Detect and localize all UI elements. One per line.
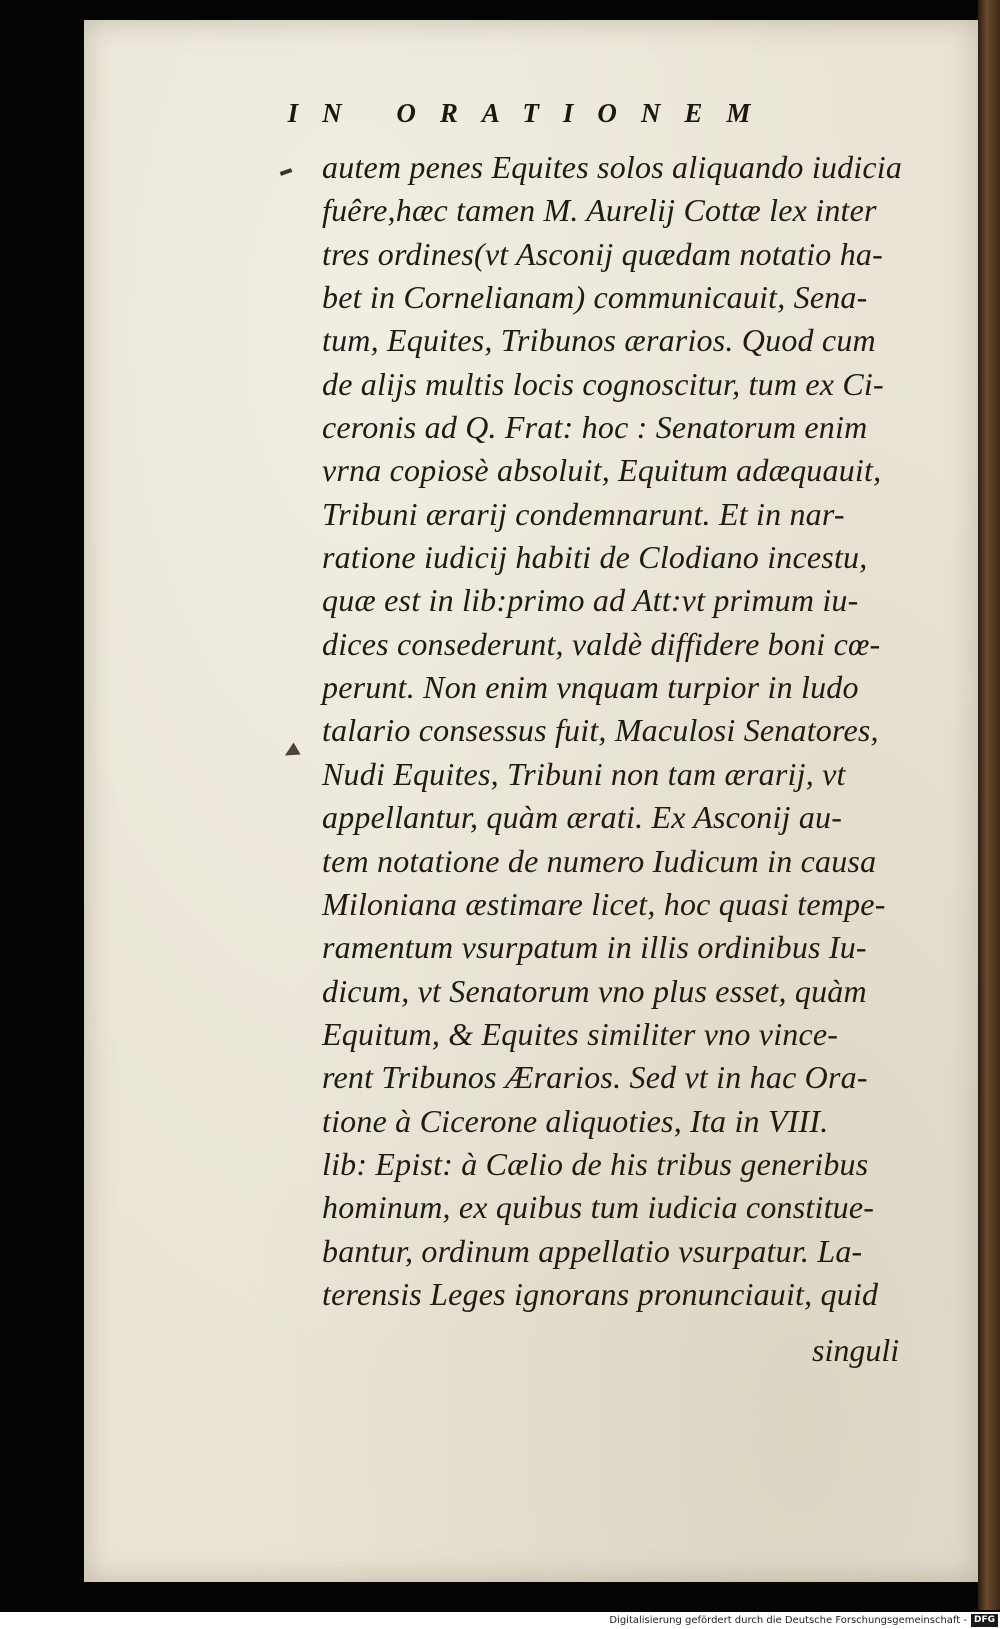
text-line: tione à Cicerone aliquoties, Ita in VIII. bbox=[322, 1102, 829, 1139]
text-line: hominum, ex quibus tum iudicia constitue- bbox=[322, 1189, 875, 1226]
margin-mark bbox=[280, 168, 293, 176]
catchword: singuli bbox=[812, 1332, 900, 1368]
text-line: appellantur, quàm ærati. Ex Asconij au- bbox=[322, 799, 843, 836]
book-edge bbox=[978, 0, 1000, 1610]
margin-mark bbox=[281, 742, 300, 761]
text-line: Equitum, & Equites similiter vno vince- bbox=[322, 1015, 839, 1052]
funding-footer bbox=[0, 1612, 1000, 1629]
text-line: perunt. Non enim vnquam turpior in ludo bbox=[322, 669, 859, 706]
text-line: tem notatione de numero Iudicum in causa bbox=[322, 842, 877, 879]
text-line: terensis Leges ignorans pronunciauit, quid bbox=[322, 1275, 879, 1312]
text-line: tres ordines(vt Asconij quædam notatio ha- bbox=[322, 235, 883, 272]
text-line: ceronis ad Q. Frat: hoc : Senatorum enim bbox=[322, 409, 868, 446]
text-line: Miloniana æstimare licet, hoc quasi tempe- bbox=[322, 885, 886, 922]
text-line: lib: Epist: à Cælio de his tribus generibus bbox=[322, 1145, 869, 1182]
text-line: rent Tribunos Ærarios. Sed vt in hac Ora- bbox=[322, 1059, 868, 1096]
text-line: autem penes Equites solos aliquando iudicia bbox=[322, 149, 903, 185]
text-line: dices consederunt, valdè diffidere boni cœ- bbox=[322, 625, 881, 662]
text-line: fuêre,hæc tamen M. Aurelij Cottæ lex inter bbox=[322, 192, 877, 229]
text-line: quæ est in lib:primo ad Att:vt primum iu- bbox=[322, 582, 859, 619]
running-head: IN ORATIONEM bbox=[287, 98, 775, 128]
text-line: bet in Cornelianam) communicauit, Sena- bbox=[322, 279, 868, 316]
dfg-logo-icon: DFG bbox=[971, 1614, 998, 1627]
funding-notice: Digitalisierung gefördert durch die Deutsche Forschungsgemeinschaft - bbox=[609, 1615, 967, 1626]
text-line: dicum, vt Senatorum vno plus esset, quàm bbox=[322, 972, 867, 1009]
book-page bbox=[84, 20, 978, 1582]
text-line: ratione iudicij habiti de Clodiano incestu, bbox=[322, 539, 868, 576]
text-line: Nudi Equites, Tribuni non tam ærarij, vt bbox=[322, 755, 846, 792]
text-line: vrna copiosè absoluit, Equitum adæquauit, bbox=[322, 452, 882, 489]
text-line: tum, Equites, Tribunos ærarios. Quod cum bbox=[322, 322, 876, 359]
text-line: Tribuni ærarij condemnarunt. Et in nar- bbox=[322, 495, 845, 532]
text-line: ramentum vsurpatum in illis ordinibus Iu- bbox=[322, 929, 867, 966]
text-line: talario consessus fuit, Maculosi Senatores, bbox=[322, 712, 879, 749]
text-line: de alijs multis locis cognoscitur, tum ex Ci- bbox=[322, 365, 884, 402]
body-text bbox=[322, 146, 972, 1316]
text-line: bantur, ordinum appellatio vsurpatur. La- bbox=[322, 1232, 863, 1269]
